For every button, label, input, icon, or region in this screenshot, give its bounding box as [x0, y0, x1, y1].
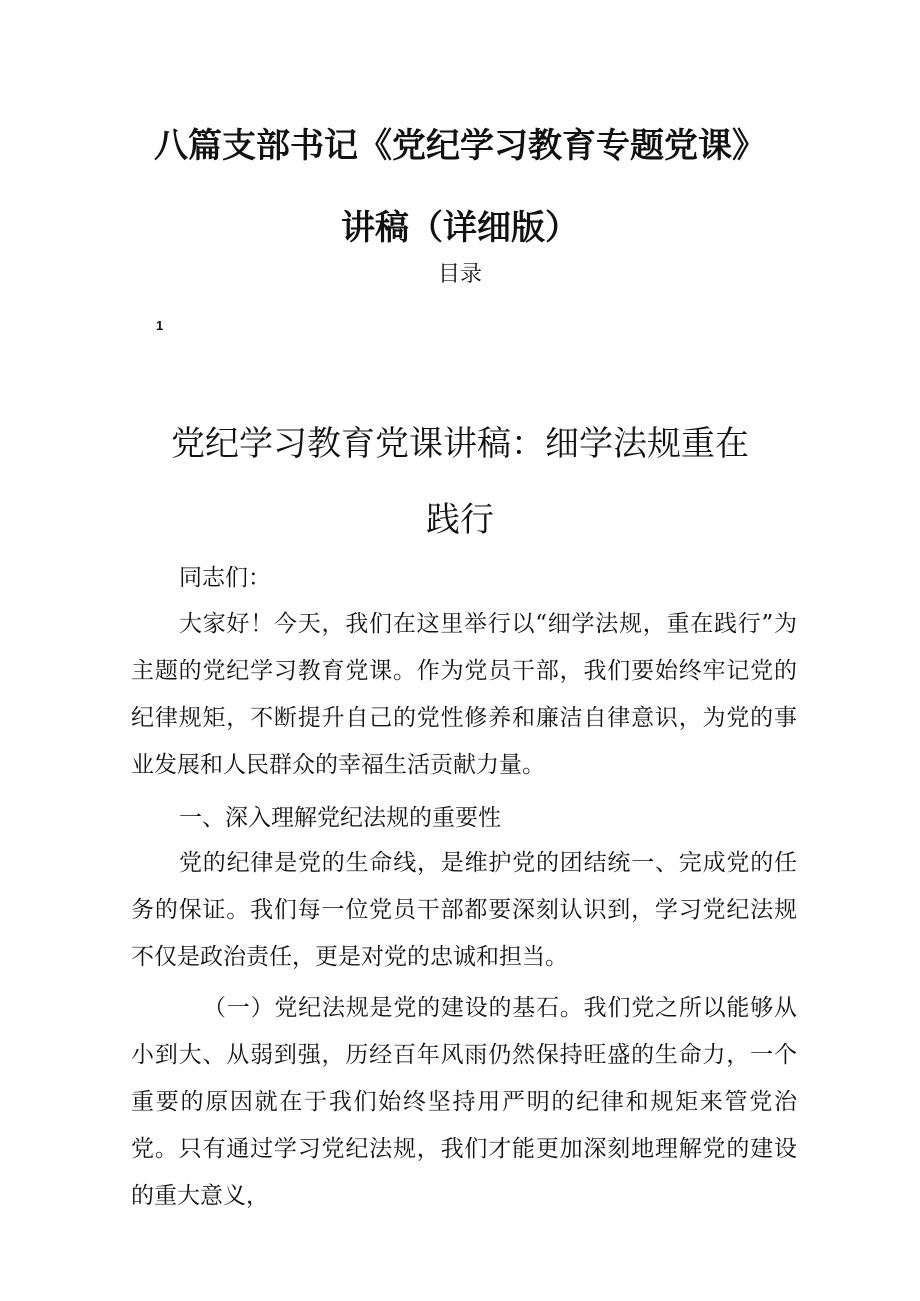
paragraph-cornerstone: （一）党纪法规是党的建设的基石。我们党之所以能够从小到大、从弱到强，历经百年风雨仍然保持旺盛的生命力，一个重要的原因就在于我们始终坚持用严明的纪律和规矩来管党治党。只有通过学习党纪法规，我们才能更加深刻地理解党的建设的重大意义，	[131, 995, 797, 1209]
greeting: 同志们：	[179, 565, 271, 591]
intro-paragraph: 大家好！今天，我们在这里举行以“细学法规，重在践行”为主题的党纪学习教育党课。作为党员干部，我们要始终牢记党的纪律规矩，不断提升自己的党性修养和廉洁自律意识，为党的事业发展和人民群众的幸福生活贡献力量。	[131, 611, 797, 778]
document-title-line-1: 八篇支部书记《党纪学习教育专题党课》	[154, 126, 766, 166]
toc-entry[interactable]: 1	[156, 318, 164, 333]
toc-label: 目录	[437, 262, 482, 287]
section-title-line-2: 践行	[426, 500, 494, 540]
paragraph-discipline-lifeline: 党的纪律是党的生命线，是维护党的团结统一、完成党的任务的保证。我们每一位党员干部都要深刻认识到，学习党纪法规不仅是政治责任，更是对党的忠诚和担当。	[131, 850, 797, 970]
subheading-1: 一、深入理解党纪法规的重要性	[179, 805, 501, 831]
section-title-line-1: 党纪学习教育党课讲稿：细学法规重在	[171, 424, 749, 464]
document-title-line-2: 讲稿（详细版）	[341, 208, 579, 248]
